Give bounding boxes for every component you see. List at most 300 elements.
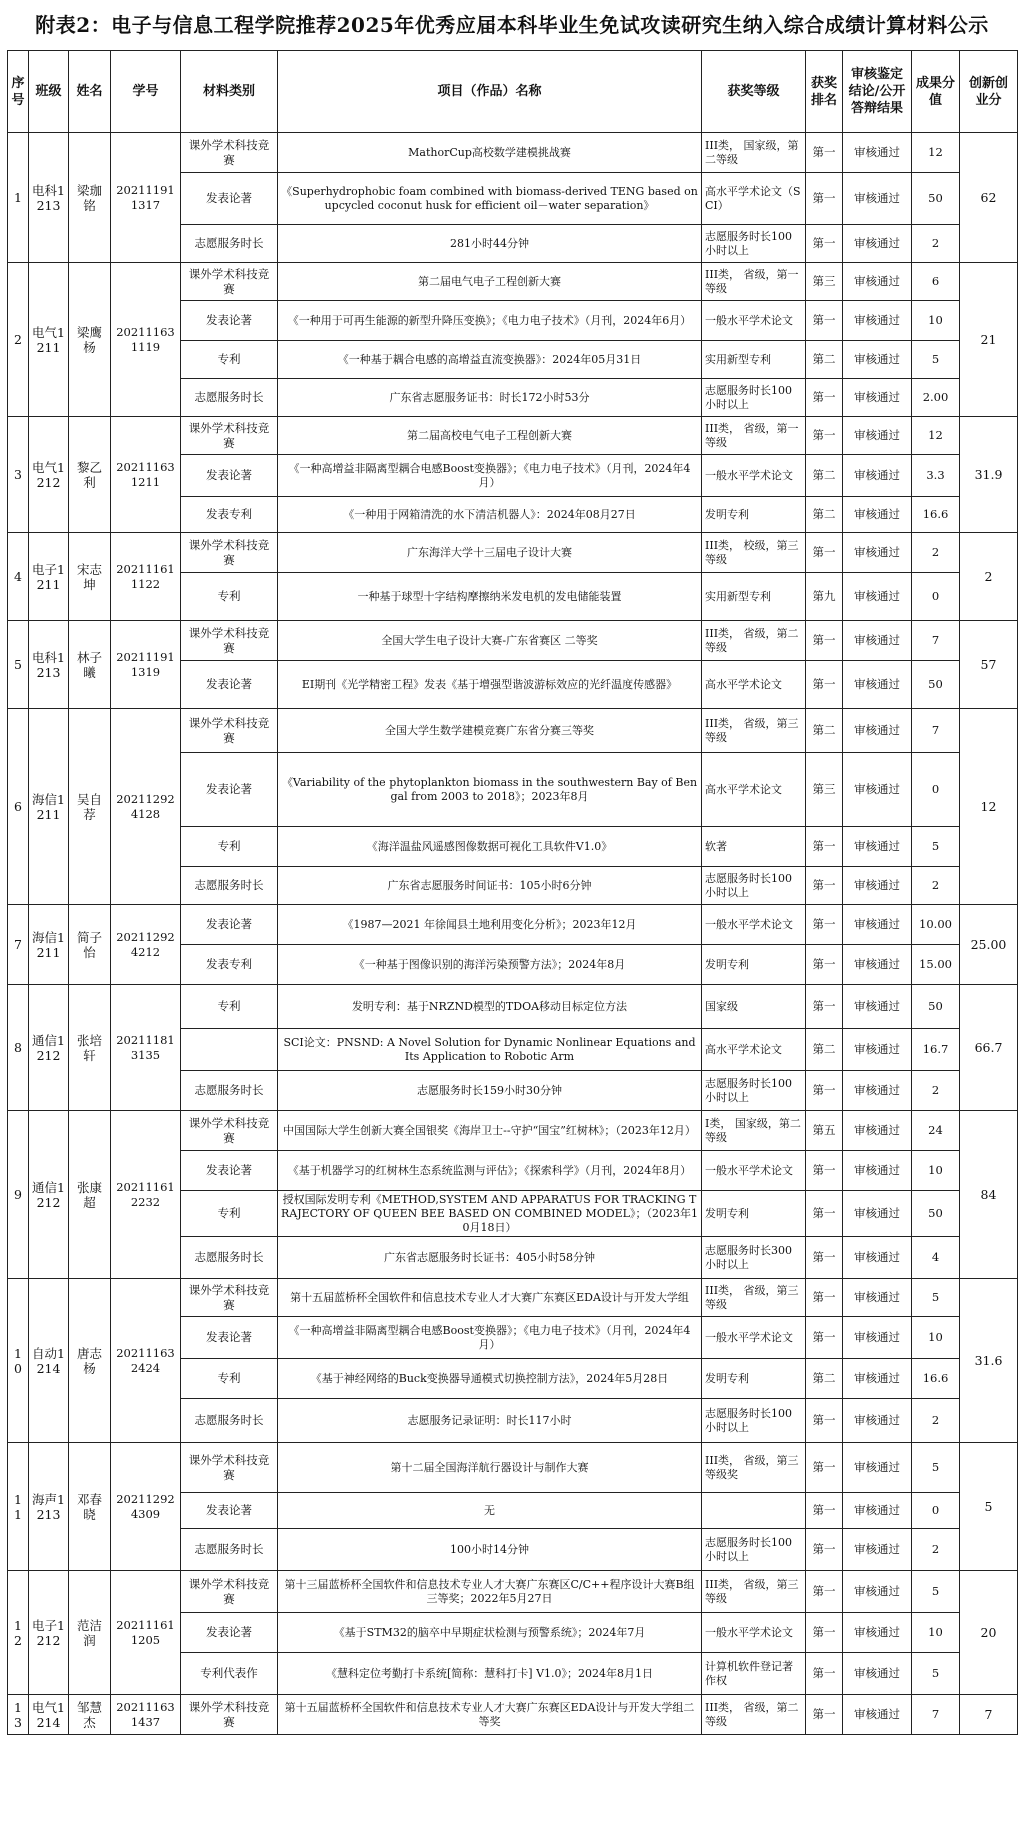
cell-rank: 第二 bbox=[806, 709, 843, 753]
cell-rank: 第一 bbox=[806, 661, 843, 709]
cell-category: 发表论著 bbox=[181, 753, 278, 827]
cell-rank: 第一 bbox=[806, 905, 843, 945]
cell-name: 邹慧杰 bbox=[69, 1695, 111, 1735]
cell-score: 50 bbox=[912, 985, 960, 1029]
cell-result: 审核通过 bbox=[843, 1071, 912, 1111]
cell-rank: 第一 bbox=[806, 1613, 843, 1653]
cell-category: 专利 bbox=[181, 827, 278, 867]
cell-result: 审核通过 bbox=[843, 1399, 912, 1443]
cell-project: 第二届高校电气电子工程创新大赛 bbox=[278, 417, 702, 455]
cell-class: 电气1212 bbox=[29, 417, 69, 533]
header-project: 项目（作品）名称 bbox=[278, 51, 702, 133]
cell-award-level: 发明专利 bbox=[702, 1359, 806, 1399]
cell-project: MathorCup高校数学建模挑战赛 bbox=[278, 133, 702, 173]
cell-rank: 第一 bbox=[806, 1443, 843, 1493]
cell-rank: 第一 bbox=[806, 1571, 843, 1613]
cell-category: 课外学术科技竞赛 bbox=[181, 533, 278, 573]
cell-rank: 第一 bbox=[806, 985, 843, 1029]
header-score: 成果分值 bbox=[912, 51, 960, 133]
cell-class: 通信1212 bbox=[29, 1111, 69, 1279]
cell-category: 志愿服务时长 bbox=[181, 225, 278, 263]
cell-score: 0 bbox=[912, 573, 960, 621]
cell-student-id: 202111611205 bbox=[111, 1571, 181, 1695]
cell-project: 《慧科定位考勤打卡系统[简称：慧科打卡] V1.0》；2024年8月1日 bbox=[278, 1653, 702, 1695]
cell-award-level: I类， 国家级，第二等级 bbox=[702, 1111, 806, 1151]
cell-result: 审核通过 bbox=[843, 1111, 912, 1151]
header-student-id: 学号 bbox=[111, 51, 181, 133]
header-rank: 获奖排名 bbox=[806, 51, 843, 133]
header-award-level: 获奖等级 bbox=[702, 51, 806, 133]
cell-name: 梁鹰杨 bbox=[69, 263, 111, 417]
cell-award-level: 一般水平学术论文 bbox=[702, 1151, 806, 1191]
cell-category: 课外学术科技竞赛 bbox=[181, 1111, 278, 1151]
cell-student-id: 202112924212 bbox=[111, 905, 181, 985]
cell-rank: 第一 bbox=[806, 1653, 843, 1695]
cell-student-id: 202111911319 bbox=[111, 621, 181, 709]
cell-rank: 第一 bbox=[806, 1399, 843, 1443]
cell-score: 2 bbox=[912, 867, 960, 905]
cell-project: 志愿服务记录证明：时长117小时 bbox=[278, 1399, 702, 1443]
cell-student-id: 202111813135 bbox=[111, 985, 181, 1111]
cell-result: 审核通过 bbox=[843, 945, 912, 985]
cell-seq: 13 bbox=[8, 1695, 29, 1735]
cell-project: 《Superhydrophobic foam combined with biomass-derived TENG based on upcycled coconut husk for efficient oil－water separation》 bbox=[278, 173, 702, 225]
cell-name: 林子曦 bbox=[69, 621, 111, 709]
cell-seq: 2 bbox=[8, 263, 29, 417]
cell-rank: 第一 bbox=[806, 1529, 843, 1571]
table-row bbox=[8, 621, 1018, 661]
cell-result: 审核通过 bbox=[843, 497, 912, 533]
table-row bbox=[8, 1111, 1018, 1151]
cell-seq: 5 bbox=[8, 621, 29, 709]
cell-project: EI期刊《光学精密工程》发表《基于增强型谐波游标效应的光纤温度传感器》 bbox=[278, 661, 702, 709]
cell-category: 课外学术科技竞赛 bbox=[181, 1443, 278, 1493]
cell-category: 专利 bbox=[181, 985, 278, 1029]
cell-score: 5 bbox=[912, 341, 960, 379]
cell-category: 发表论著 bbox=[181, 1151, 278, 1191]
cell-award-level: 国家级 bbox=[702, 985, 806, 1029]
cell-total: 5 bbox=[960, 1443, 1018, 1571]
cell-result: 审核通过 bbox=[843, 1443, 912, 1493]
header-class: 班级 bbox=[29, 51, 69, 133]
cell-class: 海信1211 bbox=[29, 709, 69, 905]
cell-class: 电科1213 bbox=[29, 133, 69, 263]
cell-rank: 第二 bbox=[806, 497, 843, 533]
cell-award-level: 计算机软件登记著作权 bbox=[702, 1653, 806, 1695]
header-total: 创新创业分 bbox=[960, 51, 1018, 133]
cell-rank: 第一 bbox=[806, 1151, 843, 1191]
cell-result: 审核通过 bbox=[843, 573, 912, 621]
table-header-row bbox=[8, 51, 1018, 133]
cell-project: 《一种基于图像识别的海洋污染预警方法》；2024年8月 bbox=[278, 945, 702, 985]
cell-project: 广东海洋大学十三届电子设计大赛 bbox=[278, 533, 702, 573]
cell-seq: 10 bbox=[8, 1279, 29, 1443]
cell-rank: 第一 bbox=[806, 301, 843, 341]
header-category: 材料类别 bbox=[181, 51, 278, 133]
cell-rank: 第一 bbox=[806, 827, 843, 867]
cell-award-level: III类， 省级，第二等级 bbox=[702, 1695, 806, 1735]
cell-project: 《一种高增益非隔离型耦合电感Boost变换器》；《电力电子技术》（月刊，2024年4月） bbox=[278, 1317, 702, 1359]
cell-award-level: III类， 国家级，第二等级 bbox=[702, 133, 806, 173]
cell-seq: 8 bbox=[8, 985, 29, 1111]
cell-seq: 3 bbox=[8, 417, 29, 533]
cell-award-level: 高水平学术论文 bbox=[702, 753, 806, 827]
cell-score: 50 bbox=[912, 1191, 960, 1237]
cell-name: 唐志杨 bbox=[69, 1279, 111, 1443]
cell-class: 电气1214 bbox=[29, 1695, 69, 1735]
cell-award-level: 志愿服务时长100小时以上 bbox=[702, 1399, 806, 1443]
cell-score: 6 bbox=[912, 263, 960, 301]
cell-total: 2 bbox=[960, 533, 1018, 621]
cell-project: 《一种用于网箱清洗的水下清洁机器人》：2024年08月27日 bbox=[278, 497, 702, 533]
cell-name: 梁珈铭 bbox=[69, 133, 111, 263]
cell-student-id: 202111631437 bbox=[111, 1695, 181, 1735]
table-row bbox=[8, 905, 1018, 945]
cell-award-level: 志愿服务时长300小时以上 bbox=[702, 1237, 806, 1279]
cell-rank: 第一 bbox=[806, 1279, 843, 1317]
cell-category: 志愿服务时长 bbox=[181, 1071, 278, 1111]
cell-award-level: 志愿服务时长100小时以上 bbox=[702, 1529, 806, 1571]
table-body bbox=[8, 133, 1018, 1735]
cell-category bbox=[181, 1029, 278, 1071]
cell-category: 课外学术科技竞赛 bbox=[181, 709, 278, 753]
cell-category: 发表论著 bbox=[181, 1613, 278, 1653]
cell-award-level: III类， 省级，第三等级 bbox=[702, 1571, 806, 1613]
cell-name: 吴自荐 bbox=[69, 709, 111, 905]
cell-result: 审核通过 bbox=[843, 341, 912, 379]
cell-student-id: 202111631211 bbox=[111, 417, 181, 533]
cell-rank: 第一 bbox=[806, 945, 843, 985]
cell-score: 10 bbox=[912, 301, 960, 341]
cell-class: 通信1212 bbox=[29, 985, 69, 1111]
cell-project: 志愿服务时长159小时30分钟 bbox=[278, 1071, 702, 1111]
cell-rank: 第一 bbox=[806, 1317, 843, 1359]
header-name: 姓名 bbox=[69, 51, 111, 133]
table-row bbox=[8, 1443, 1018, 1493]
cell-project: 《基于STM32的脑卒中早期症状检测与预警系统》；2024年7月 bbox=[278, 1613, 702, 1653]
cell-project: 第十三届蓝桥杯全国软件和信息技术专业人才大赛广东赛区C/C++程序设计大赛B组三等奖；2022年5月27日 bbox=[278, 1571, 702, 1613]
cell-category: 发表论著 bbox=[181, 173, 278, 225]
table-row bbox=[8, 533, 1018, 573]
cell-student-id: 202111911317 bbox=[111, 133, 181, 263]
cell-result: 审核通过 bbox=[843, 1493, 912, 1529]
cell-name: 宋志坤 bbox=[69, 533, 111, 621]
cell-award-level: III类， 省级，第三等级奖 bbox=[702, 1443, 806, 1493]
cell-result: 审核通过 bbox=[843, 1191, 912, 1237]
cell-score: 4 bbox=[912, 1237, 960, 1279]
cell-category: 发表专利 bbox=[181, 945, 278, 985]
cell-score: 5 bbox=[912, 1443, 960, 1493]
cell-category: 发表论著 bbox=[181, 905, 278, 945]
cell-class: 海信1211 bbox=[29, 905, 69, 985]
cell-project: 《1987—2021 年徐闻县土地利用变化分析》；2023年12月 bbox=[278, 905, 702, 945]
cell-award-level: 高水平学术论文（SCI） bbox=[702, 173, 806, 225]
cell-rank: 第二 bbox=[806, 455, 843, 497]
cell-score: 2 bbox=[912, 1529, 960, 1571]
cell-rank: 第一 bbox=[806, 621, 843, 661]
cell-total: 84 bbox=[960, 1111, 1018, 1279]
cell-rank: 第二 bbox=[806, 1029, 843, 1071]
cell-award-level: III类， 省级，第一等级 bbox=[702, 417, 806, 455]
cell-category: 志愿服务时长 bbox=[181, 379, 278, 417]
cell-result: 审核通过 bbox=[843, 1695, 912, 1735]
cell-result: 审核通过 bbox=[843, 985, 912, 1029]
cell-score: 5 bbox=[912, 1279, 960, 1317]
cell-project: 全国大学生电子设计大赛-广东省赛区 二等奖 bbox=[278, 621, 702, 661]
cell-category: 发表论著 bbox=[181, 301, 278, 341]
cell-score: 3.3 bbox=[912, 455, 960, 497]
cell-result: 审核通过 bbox=[843, 225, 912, 263]
cell-category: 志愿服务时长 bbox=[181, 1237, 278, 1279]
cell-result: 审核通过 bbox=[843, 1613, 912, 1653]
cell-result: 审核通过 bbox=[843, 379, 912, 417]
cell-name: 黎乙利 bbox=[69, 417, 111, 533]
cell-student-id: 202112924128 bbox=[111, 709, 181, 905]
cell-rank: 第一 bbox=[806, 133, 843, 173]
header-seq: 序号 bbox=[8, 51, 29, 133]
cell-total: 7 bbox=[960, 1695, 1018, 1735]
cell-category: 专利 bbox=[181, 573, 278, 621]
cell-name: 简子怡 bbox=[69, 905, 111, 985]
cell-seq: 4 bbox=[8, 533, 29, 621]
cell-rank: 第一 bbox=[806, 417, 843, 455]
cell-result: 审核通过 bbox=[843, 905, 912, 945]
cell-total: 12 bbox=[960, 709, 1018, 905]
cell-score: 10 bbox=[912, 1151, 960, 1191]
cell-result: 审核通过 bbox=[843, 1653, 912, 1695]
cell-score: 7 bbox=[912, 621, 960, 661]
cell-total: 31.6 bbox=[960, 1279, 1018, 1443]
cell-score: 5 bbox=[912, 1653, 960, 1695]
cell-score: 10.00 bbox=[912, 905, 960, 945]
cell-result: 审核通过 bbox=[843, 1317, 912, 1359]
cell-project: 中国国际大学生创新大赛全国银奖《海岸卫士--守护“国宝”红树林》；（2023年12月） bbox=[278, 1111, 702, 1151]
cell-category: 志愿服务时长 bbox=[181, 1399, 278, 1443]
cell-award-level: III类， 校级，第三等级 bbox=[702, 533, 806, 573]
cell-score: 5 bbox=[912, 1571, 960, 1613]
cell-project: 《基于机器学习的红树林生态系统监测与评估》；《探索科学》（月刊，2024年8月） bbox=[278, 1151, 702, 1191]
cell-award-level: 志愿服务时长100小时以上 bbox=[702, 225, 806, 263]
cell-total: 25.00 bbox=[960, 905, 1018, 985]
cell-award-level: 一般水平学术论文 bbox=[702, 1613, 806, 1653]
cell-result: 审核通过 bbox=[843, 827, 912, 867]
cell-category: 发表论著 bbox=[181, 1317, 278, 1359]
cell-rank: 第一 bbox=[806, 1695, 843, 1735]
cell-seq: 12 bbox=[8, 1571, 29, 1695]
cell-category: 志愿服务时长 bbox=[181, 867, 278, 905]
cell-award-level: 一般水平学术论文 bbox=[702, 455, 806, 497]
table-row bbox=[8, 133, 1018, 173]
cell-project: 一种基于球型十字结构摩擦纳米发电机的发电储能装置 bbox=[278, 573, 702, 621]
cell-category: 发表专利 bbox=[181, 497, 278, 533]
cell-project: 广东省志愿服务时长证书：405小时58分钟 bbox=[278, 1237, 702, 1279]
cell-category: 专利 bbox=[181, 341, 278, 379]
cell-score: 7 bbox=[912, 1695, 960, 1735]
cell-score: 10 bbox=[912, 1317, 960, 1359]
cell-award-level: 发明专利 bbox=[702, 1191, 806, 1237]
cell-project: 全国大学生数学建模竞赛广东省分赛三等奖 bbox=[278, 709, 702, 753]
cell-rank: 第一 bbox=[806, 1493, 843, 1529]
cell-project: 第十二届全国海洋航行器设计与制作大赛 bbox=[278, 1443, 702, 1493]
cell-award-level: 志愿服务时长100小时以上 bbox=[702, 379, 806, 417]
cell-result: 审核通过 bbox=[843, 417, 912, 455]
cell-project: 《海洋温盐风遥感图像数据可视化工具软件V1.0》 bbox=[278, 827, 702, 867]
cell-result: 审核通过 bbox=[843, 661, 912, 709]
cell-rank: 第三 bbox=[806, 263, 843, 301]
cell-student-id: 202111612232 bbox=[111, 1111, 181, 1279]
cell-project: SCI论文：PNSND: A Novel Solution for Dynamic Nonlinear Equations and Its Application to Robotic Arm bbox=[278, 1029, 702, 1071]
cell-seq: 6 bbox=[8, 709, 29, 905]
cell-result: 审核通过 bbox=[843, 1571, 912, 1613]
cell-category: 志愿服务时长 bbox=[181, 1529, 278, 1571]
cell-award-level: 志愿服务时长100小时以上 bbox=[702, 867, 806, 905]
results-table bbox=[7, 50, 1018, 1735]
cell-project: 授权国际发明专利《METHOD,SYSTEM AND APPARATUS FOR TRACKING TRAJECTORY OF QUEEN BEE BASED ON COMBINED MODEL》；（2023年10月18日） bbox=[278, 1191, 702, 1237]
cell-score: 2 bbox=[912, 1399, 960, 1443]
cell-score: 16.7 bbox=[912, 1029, 960, 1071]
cell-category: 发表论著 bbox=[181, 455, 278, 497]
cell-result: 审核通过 bbox=[843, 1237, 912, 1279]
cell-result: 审核通过 bbox=[843, 1529, 912, 1571]
cell-category: 课外学术科技竞赛 bbox=[181, 1279, 278, 1317]
cell-student-id: 202112924309 bbox=[111, 1443, 181, 1571]
cell-rank: 第九 bbox=[806, 573, 843, 621]
cell-score: 15.00 bbox=[912, 945, 960, 985]
cell-seq: 1 bbox=[8, 133, 29, 263]
cell-category: 课外学术科技竞赛 bbox=[181, 1571, 278, 1613]
cell-score: 10 bbox=[912, 1613, 960, 1653]
cell-total: 66.7 bbox=[960, 985, 1018, 1111]
cell-name: 范洁润 bbox=[69, 1571, 111, 1695]
cell-award-level: 实用新型专利 bbox=[702, 341, 806, 379]
cell-score: 2 bbox=[912, 225, 960, 263]
cell-rank: 第一 bbox=[806, 867, 843, 905]
cell-project: 100小时14分钟 bbox=[278, 1529, 702, 1571]
cell-score: 12 bbox=[912, 417, 960, 455]
cell-rank: 第三 bbox=[806, 753, 843, 827]
cell-result: 审核通过 bbox=[843, 753, 912, 827]
cell-score: 2.00 bbox=[912, 379, 960, 417]
table-row bbox=[8, 1279, 1018, 1317]
table-row bbox=[8, 263, 1018, 301]
cell-award-level: 发明专利 bbox=[702, 497, 806, 533]
cell-result: 审核通过 bbox=[843, 867, 912, 905]
cell-rank: 第二 bbox=[806, 1359, 843, 1399]
cell-total: 62 bbox=[960, 133, 1018, 263]
table-row bbox=[8, 1571, 1018, 1613]
cell-project: 《基于神经网络的Buck变换器导通模式切换控制方法》，2024年5月28日 bbox=[278, 1359, 702, 1399]
cell-award-level: 发明专利 bbox=[702, 945, 806, 985]
cell-score: 0 bbox=[912, 1493, 960, 1529]
cell-result: 审核通过 bbox=[843, 533, 912, 573]
cell-project: 广东省志愿服务证书：时长172小时53分 bbox=[278, 379, 702, 417]
cell-category: 发表论著 bbox=[181, 661, 278, 709]
cell-award-level: III类， 省级，第二等级 bbox=[702, 621, 806, 661]
cell-name: 邓春晓 bbox=[69, 1443, 111, 1571]
cell-category: 课外学术科技竞赛 bbox=[181, 1695, 278, 1735]
cell-seq: 9 bbox=[8, 1111, 29, 1279]
cell-result: 审核通过 bbox=[843, 709, 912, 753]
cell-score: 0 bbox=[912, 753, 960, 827]
cell-category: 专利 bbox=[181, 1359, 278, 1399]
cell-award-level: 高水平学术论文 bbox=[702, 661, 806, 709]
cell-project: 《Variability of the phytoplankton biomass in the southwestern Bay of Bengal from 2003 to 2018》；2023年8月 bbox=[278, 753, 702, 827]
cell-project: 第二届电气电子工程创新大赛 bbox=[278, 263, 702, 301]
cell-total: 31.9 bbox=[960, 417, 1018, 533]
table-row bbox=[8, 1695, 1018, 1735]
cell-result: 审核通过 bbox=[843, 1279, 912, 1317]
cell-score: 16.6 bbox=[912, 1359, 960, 1399]
cell-award-level bbox=[702, 1493, 806, 1529]
cell-total: 21 bbox=[960, 263, 1018, 417]
cell-award-level: III类， 省级，第三等级 bbox=[702, 709, 806, 753]
cell-category: 课外学术科技竞赛 bbox=[181, 621, 278, 661]
cell-score: 5 bbox=[912, 827, 960, 867]
cell-score: 7 bbox=[912, 709, 960, 753]
cell-project: 《一种高增益非隔离型耦合电感Boost变换器》；《电力电子技术》（月刊，2024年4月） bbox=[278, 455, 702, 497]
cell-award-level: 高水平学术论文 bbox=[702, 1029, 806, 1071]
cell-category: 课外学术科技竞赛 bbox=[181, 133, 278, 173]
table-row bbox=[8, 985, 1018, 1029]
cell-result: 审核通过 bbox=[843, 133, 912, 173]
cell-total: 57 bbox=[960, 621, 1018, 709]
cell-score: 50 bbox=[912, 173, 960, 225]
cell-project: 第十五届蓝桥杯全国软件和信息技术专业人才大赛广东赛区EDA设计与开发大学组 bbox=[278, 1279, 702, 1317]
cell-rank: 第五 bbox=[806, 1111, 843, 1151]
cell-rank: 第一 bbox=[806, 173, 843, 225]
cell-award-level: III类， 省级，第三等级 bbox=[702, 1279, 806, 1317]
table-row bbox=[8, 709, 1018, 753]
cell-project: 广东省志愿服务时间证书：105小时6分钟 bbox=[278, 867, 702, 905]
cell-category: 课外学术科技竞赛 bbox=[181, 417, 278, 455]
cell-seq: 7 bbox=[8, 905, 29, 985]
cell-result: 审核通过 bbox=[843, 621, 912, 661]
cell-rank: 第一 bbox=[806, 225, 843, 263]
results-table-wrapper bbox=[7, 50, 1017, 1735]
cell-score: 12 bbox=[912, 133, 960, 173]
table-row bbox=[8, 417, 1018, 455]
cell-rank: 第一 bbox=[806, 1071, 843, 1111]
cell-category: 课外学术科技竞赛 bbox=[181, 263, 278, 301]
cell-score: 24 bbox=[912, 1111, 960, 1151]
cell-award-level: 软著 bbox=[702, 827, 806, 867]
page-title: 附表2：电子与信息工程学院推荐2025年优秀应届本科毕业生免试攻读研究生纳入综合成绩计算材料公示 bbox=[35, 13, 989, 37]
cell-rank: 第一 bbox=[806, 1191, 843, 1237]
cell-score: 2 bbox=[912, 533, 960, 573]
cell-award-level: 一般水平学术论文 bbox=[702, 1317, 806, 1359]
cell-result: 审核通过 bbox=[843, 1029, 912, 1071]
cell-seq: 11 bbox=[8, 1443, 29, 1571]
cell-award-level: III类， 省级，第一等级 bbox=[702, 263, 806, 301]
cell-award-level: 一般水平学术论文 bbox=[702, 905, 806, 945]
cell-category: 发表论著 bbox=[181, 1493, 278, 1529]
cell-result: 审核通过 bbox=[843, 301, 912, 341]
cell-project: 281小时44分钟 bbox=[278, 225, 702, 263]
cell-project: 第十五届蓝桥杯全国软件和信息技术专业人才大赛广东赛区EDA设计与开发大学组二等奖 bbox=[278, 1695, 702, 1735]
cell-name: 张培轩 bbox=[69, 985, 111, 1111]
cell-class: 自动1214 bbox=[29, 1279, 69, 1443]
cell-rank: 第一 bbox=[806, 379, 843, 417]
cell-result: 审核通过 bbox=[843, 173, 912, 225]
cell-award-level: 志愿服务时长100小时以上 bbox=[702, 1071, 806, 1111]
cell-rank: 第一 bbox=[806, 533, 843, 573]
cell-award-level: 实用新型专利 bbox=[702, 573, 806, 621]
cell-project: 《一种基于耦合电感的高增益直流变换器》：2024年05月31日 bbox=[278, 341, 702, 379]
cell-student-id: 202111632424 bbox=[111, 1279, 181, 1443]
cell-category: 专利 bbox=[181, 1191, 278, 1237]
cell-class: 电子1211 bbox=[29, 533, 69, 621]
cell-rank: 第二 bbox=[806, 341, 843, 379]
